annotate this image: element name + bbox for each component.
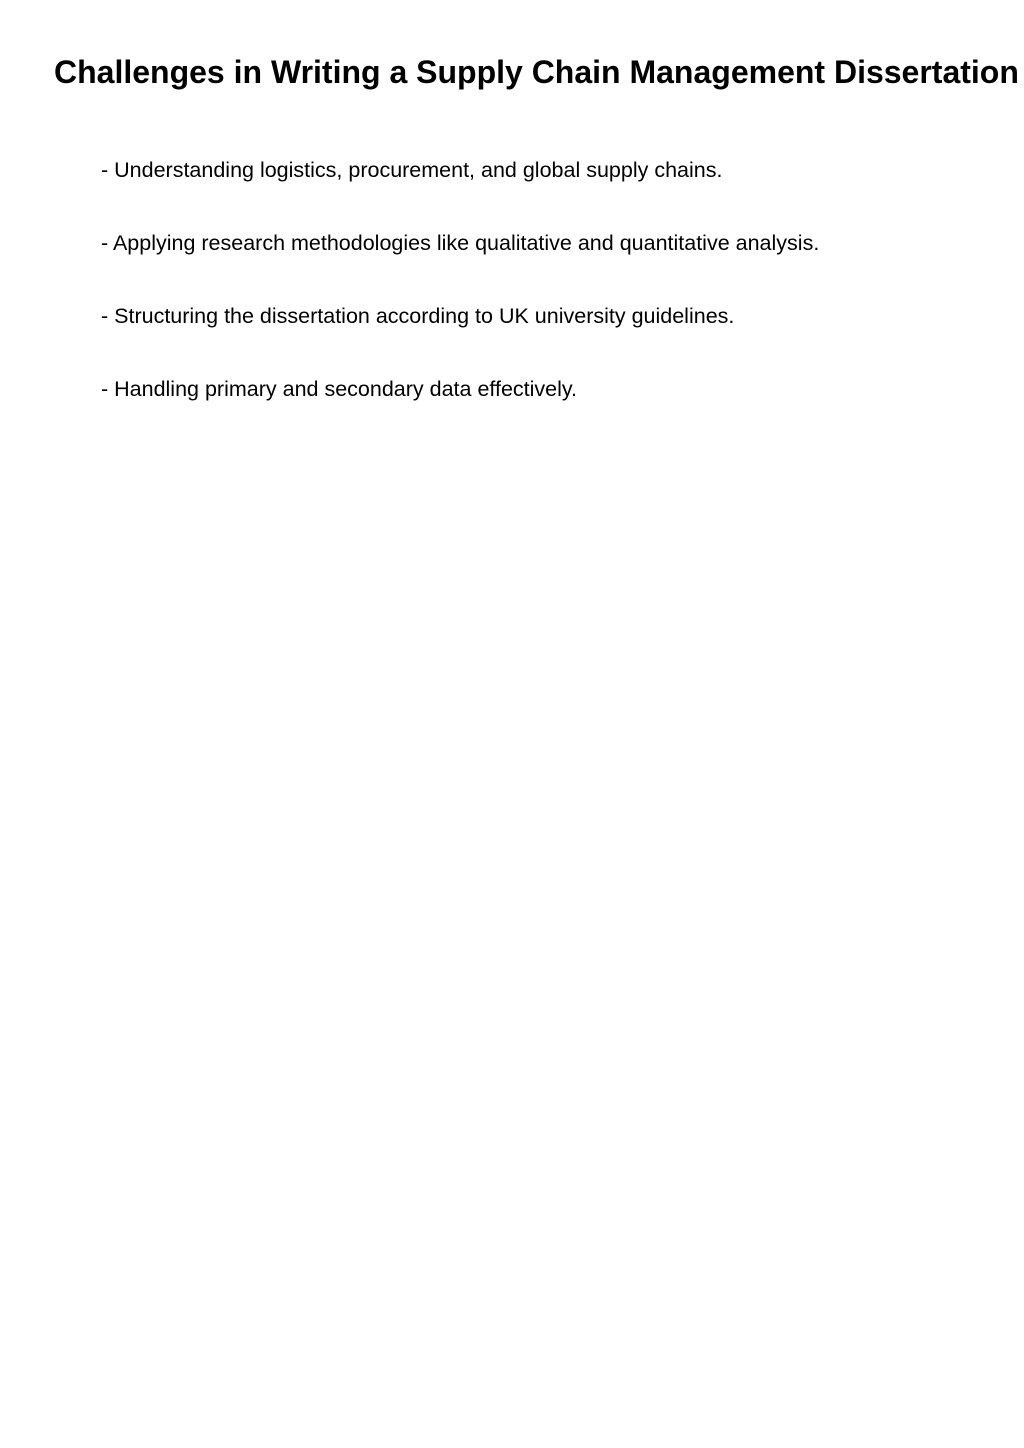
page-title: Challenges in Writing a Supply Chain Management Dissertation <box>54 54 1019 90</box>
list-item: - Applying research methodologies like qualitative and quantitative analysis. <box>101 231 820 255</box>
list-item: - Handling primary and secondary data effectively. <box>101 377 578 401</box>
list-item: - Structuring the dissertation according to UK university guidelines. <box>101 304 735 328</box>
list-item: - Understanding logistics, procurement, and global supply chains. <box>101 158 723 182</box>
challenge-list <box>101 155 819 447</box>
